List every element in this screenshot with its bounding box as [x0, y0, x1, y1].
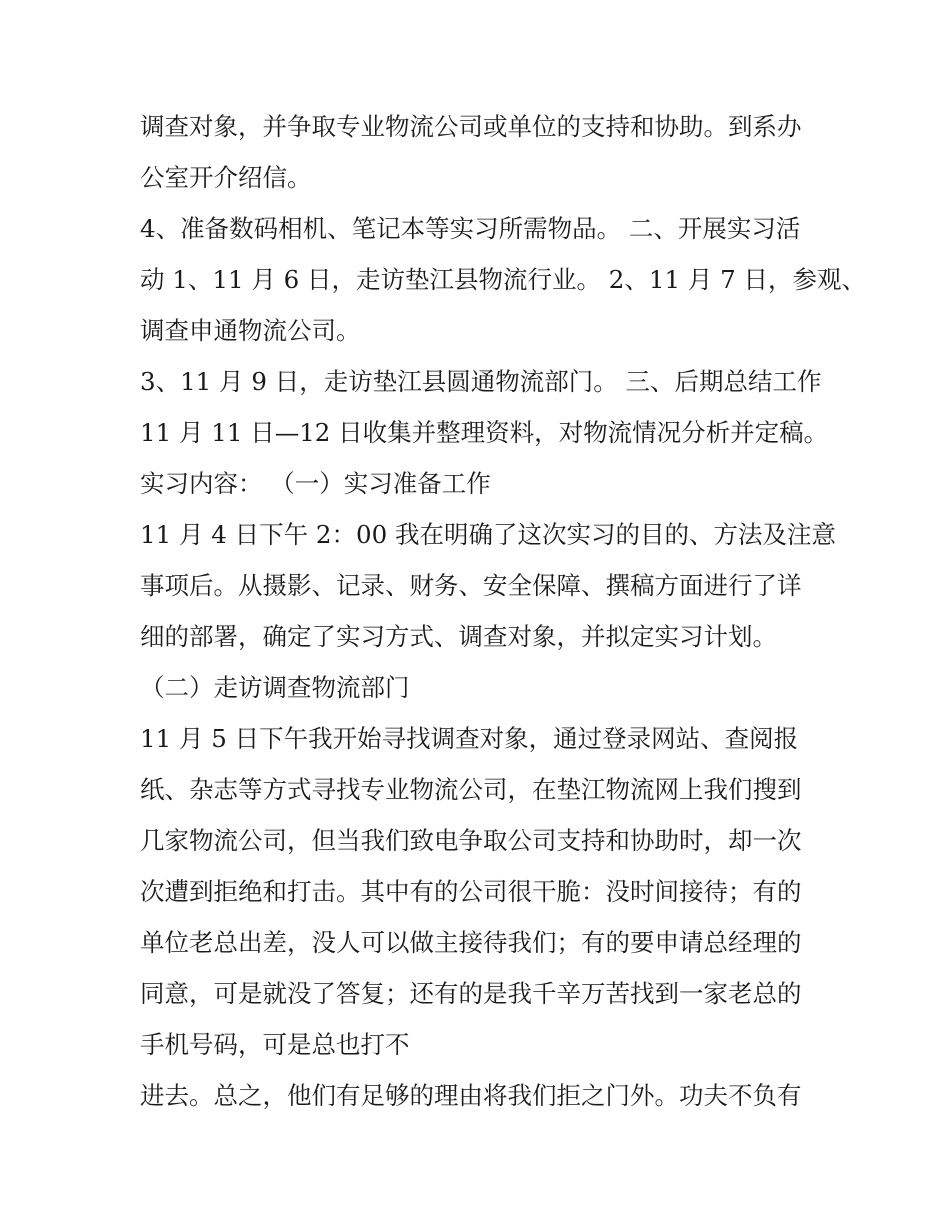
text-line: 几家物流公司，但当我们致电争取公司支持和协助时，却一次 [140, 826, 802, 855]
text-line: （二）走访调查物流部门 [140, 673, 410, 702]
text-line: 手机号码，可是总也打不 [140, 1030, 410, 1059]
text-line: 4、准备数码相机、笔记本等实习所需物品。 二、开展实习活 [140, 214, 801, 243]
text-line: 细的部署，确定了实习方式、调查对象，并拟定实习计划。 [140, 622, 777, 651]
text-line: 同意，可是就没了答复；还有的是我千辛万苦找到一家老总的 [140, 979, 802, 1008]
text-line: 次遭到拒绝和打击。其中有的公司很干脆：没时间接待；有的 [140, 877, 802, 906]
text-line: 调查申通物流公司。 [140, 316, 361, 345]
text-line: 动 1、11 月 6 日，走访垫江县物流行业。 2、11 月 7 日，参观、 [140, 265, 867, 294]
text-line: 事项后。从摄影、记录、财务、安全保障、撰稿方面进行了详 [140, 571, 802, 600]
text-line: 调查对象，并争取专业物流公司或单位的支持和协助。到系办 [140, 112, 802, 141]
text-line: 11 月 5 日下午我开始寻找调查对象，通过登录网站、查阅报 [140, 724, 799, 753]
text-line: 公室开介绍信。 [140, 163, 312, 192]
text-line: 进去。总之，他们有足够的理由将我们拒之门外。功夫不负有 [140, 1081, 802, 1110]
text-line: 实习内容： （一）实习准备工作 [140, 469, 491, 498]
text-line: 纸、杂志等方式寻找专业物流公司，在垫江物流网上我们搜到 [140, 775, 802, 804]
text-line: 11 月 4 日下午 2：00 我在明确了这次实习的目的、方法及注意 [140, 520, 836, 549]
body-text [140, 101, 867, 1121]
text-line: 单位老总出差，没人可以做主接待我们；有的要申请总经理的 [140, 928, 802, 957]
text-line: 11 月 11 日—12 日收集并整理资料，对物流情况分析并定稿。 [140, 418, 829, 447]
text-line: 3、11 月 9 日，走访垫江县圆通物流部门。 三、后期总结工作 [140, 367, 822, 396]
